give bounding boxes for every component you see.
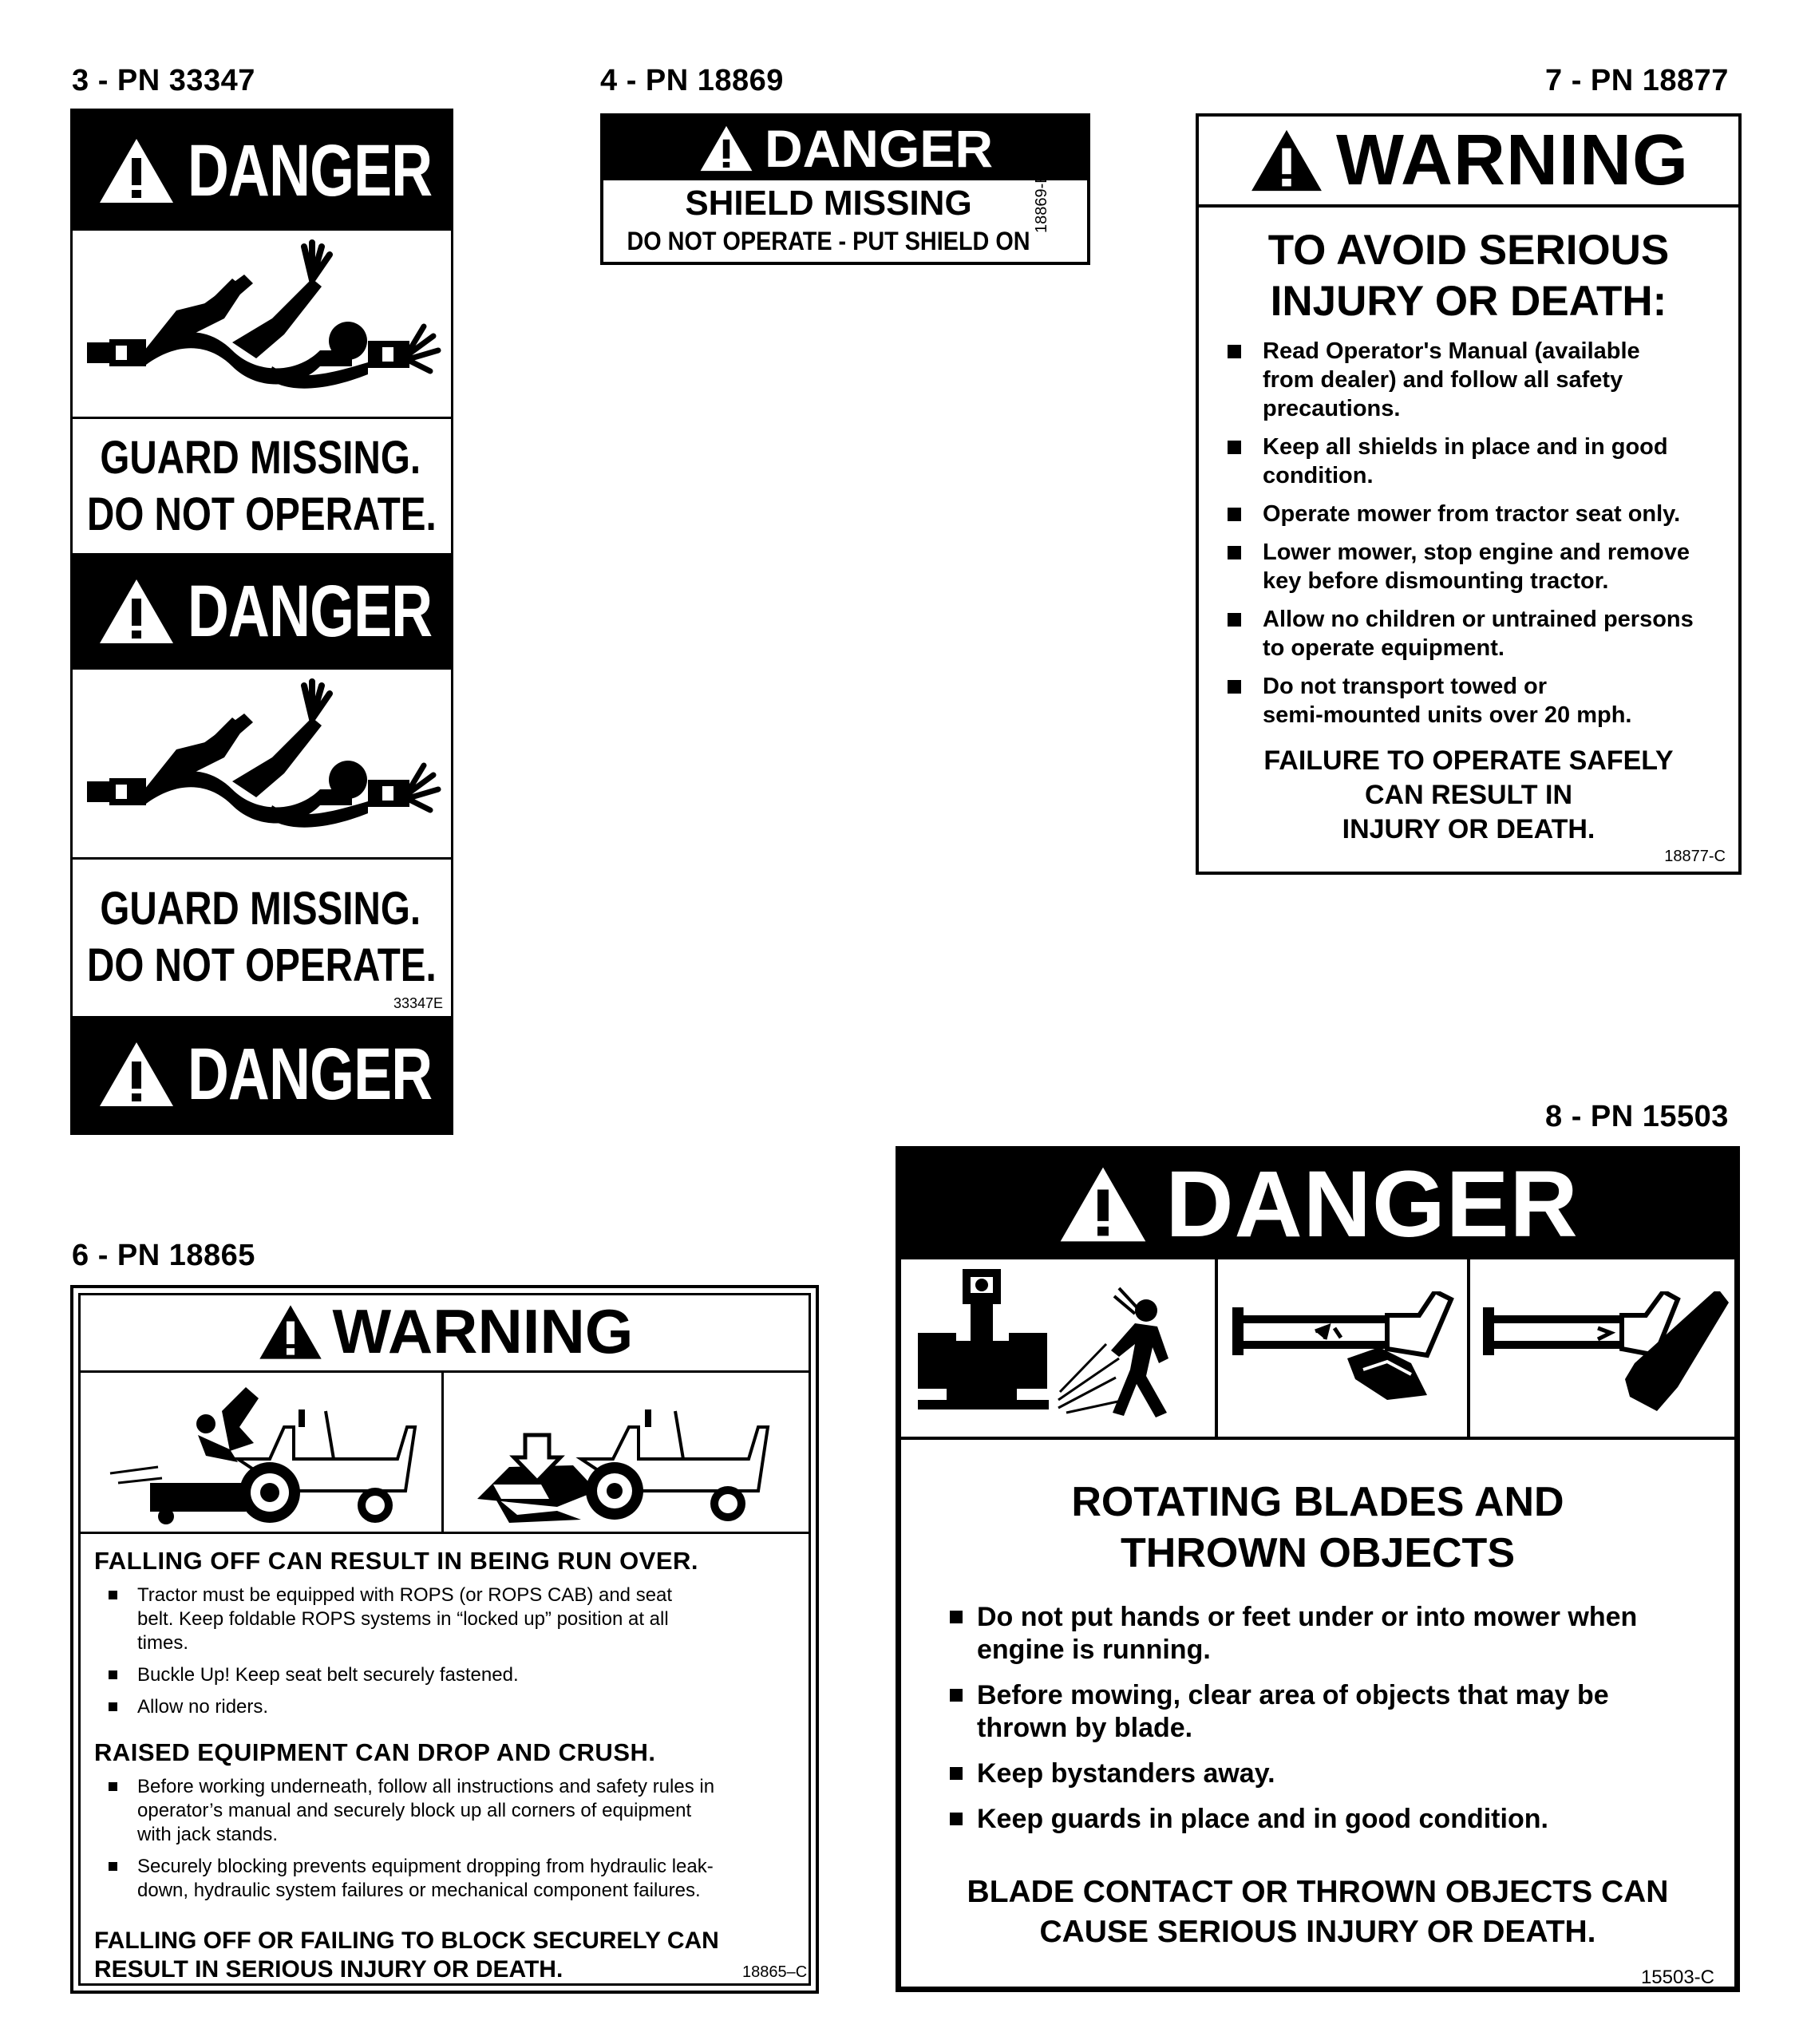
warning-triangle-icon (256, 1303, 325, 1362)
label-7-warning-word: WARNING (1336, 120, 1689, 200)
label-7-heading (1199, 225, 1738, 327)
label-3-decal (70, 109, 453, 1135)
label-3-danger-word: DANGER (188, 570, 433, 652)
label-3-message-1 (73, 419, 451, 553)
label-4-danger-header (603, 117, 1087, 180)
label-4-danger-word: DANGER (764, 119, 993, 178)
label-8-danger-header (899, 1149, 1737, 1259)
label-6-pictogram-row (78, 1373, 811, 1534)
blade-hand-contact-icon (1228, 1291, 1459, 1411)
label-3-part-number: 3 - PN 33347 (72, 64, 255, 97)
label-3-guard-missing-line1: GUARD MISSING. (100, 432, 421, 484)
warning-triangle-icon (1248, 127, 1325, 194)
label-6-section-2-title: RAISED EQUIPMENT CAN DROP AND CRUSH. (94, 1738, 656, 1766)
square-bullet-icon (1228, 613, 1241, 627)
label-6-footer: FALLING OFF OR FAILING TO BLOCK SECURELY CAN RESULT IN SERIOUS INJURY OR DEATH. (94, 1927, 719, 1983)
label-4-part-number: 4 - PN 18869 (600, 64, 784, 97)
driveline-entanglement-icon (73, 670, 451, 853)
raised-equipment-crush-icon (461, 1379, 797, 1531)
thrown-objects-icon (915, 1264, 1210, 1433)
warning-triangle-icon (97, 136, 176, 206)
label-7-footer: FAILURE TO OPERATE SAFELY CAN RESULT IN INJURY OR DEATH. (1263, 745, 1674, 844)
label-7-heading-line2: INJURY OR DEATH: (1270, 278, 1667, 325)
label-3-danger-word: DANGER (188, 129, 433, 212)
list-item: Before mowing, clear area of objects that may be thrown by blade. (950, 1679, 1724, 1745)
label-7-part-number: 7 - PN 18877 (1545, 64, 1729, 97)
label-7-heading-line1: TO AVOID SERIOUS (1267, 227, 1670, 274)
label-3-do-not-operate-line2: DO NOT OPERATE. (87, 939, 437, 991)
warning-triangle-icon (698, 124, 755, 173)
blade-foot-contact-icon (1478, 1291, 1730, 1419)
list-item: Keep guards in place and in good condition. (950, 1803, 1724, 1836)
label-7-decal (1196, 113, 1742, 875)
label-8-part-number: 8 - PN 15503 (1545, 1100, 1729, 1133)
label-4-decal (600, 113, 1090, 265)
list-item: Securely blocking prevents equipment dropping from hydraulic leak- down, hydraulic system failures or mechanical component failures. (105, 1855, 800, 1903)
label-8-heading: ROTATING BLADES AND THROWN OBJECTS (1071, 1479, 1564, 1576)
square-bullet-icon (1228, 546, 1241, 559)
label-3-guard-missing-line1: GUARD MISSING. (100, 883, 421, 935)
square-bullet-icon (109, 1702, 117, 1711)
label-3-message-2 (73, 860, 451, 1014)
label-7-code: 18877-C (1664, 848, 1726, 865)
label-3-pictogram-2 (73, 670, 451, 860)
label-6-section-1-list (105, 1583, 800, 1727)
label-3-danger-header-middle (73, 553, 451, 670)
label-6-section-1-title: FALLING OFF CAN RESULT IN BEING RUN OVER. (94, 1547, 699, 1575)
list-item: Do not transport towed or semi-mounted units over 20 mph. (1226, 672, 1729, 729)
list-item: Lower mower, stop engine and remove key before dismounting tractor. (1226, 538, 1729, 595)
square-bullet-icon (1228, 508, 1241, 521)
list-item: Buckle Up! Keep seat belt securely fastened. (105, 1663, 800, 1687)
list-item: Before working underneath, follow all instructions and safety rules in operator’s manual and securely block up all corners of equipment with jack stands. (105, 1775, 800, 1847)
square-bullet-icon (109, 1591, 117, 1599)
label-3-code: 33347E (393, 995, 443, 1011)
list-item: Keep bystanders away. (950, 1757, 1724, 1790)
label-4-do-not-operate: DO NOT OPERATE - PUT SHIELD ON (627, 227, 1030, 255)
label-3-danger-header-top (73, 111, 451, 231)
list-item: Allow no children or untrained persons to operate equipment. (1226, 605, 1729, 662)
label-8-decal (896, 1146, 1740, 1992)
list-item: Allow no riders. (105, 1695, 800, 1719)
label-7-warning-header (1199, 117, 1738, 208)
list-item: Keep all shields in place and in good condition. (1226, 433, 1729, 490)
label-8-footer: BLADE CONTACT OR THROWN OBJECTS CAN CAUSE SERIOUS INJURY OR DEATH. (967, 1875, 1669, 1949)
driveline-entanglement-icon (73, 231, 451, 414)
label-3-danger-header-bottom (73, 1016, 451, 1133)
label-8-code: 15503-C (1640, 1967, 1714, 1988)
label-6-warning-word: WARNING (332, 1296, 634, 1366)
label-8-pictogram-divider-1 (1215, 1259, 1218, 1437)
square-bullet-icon (950, 1689, 963, 1702)
warning-triangle-icon (97, 1039, 176, 1109)
label-3-pictogram-1 (73, 231, 451, 419)
square-bullet-icon (950, 1813, 963, 1825)
warning-triangle-icon (97, 576, 176, 646)
list-item: Tractor must be equipped with ROPS (or ROPS CAB) and seat belt. Keep foldable ROPS systems in “locked up” position at all times. (105, 1583, 800, 1655)
label-6-decal (70, 1285, 819, 1994)
label-6-warning-header (78, 1293, 811, 1373)
list-item: Read Operator's Manual (available from dealer) and follow all safety precautions. (1226, 337, 1729, 423)
label-8-bullet-list (950, 1601, 1724, 1848)
label-6-pictogram-divider (441, 1373, 444, 1532)
label-6-code: 18865–C (742, 1963, 808, 1981)
label-4-shield-missing: SHIELD MISSING (685, 184, 972, 223)
label-7-bullet-list (1226, 337, 1729, 739)
label-3-danger-word: DANGER (188, 1033, 433, 1115)
label-8-pictogram-row (899, 1259, 1737, 1440)
tractor-rollover-icon (102, 1379, 437, 1531)
square-bullet-icon (1228, 680, 1241, 694)
square-bullet-icon (109, 1782, 117, 1791)
label-8-danger-word: DANGER (1165, 1152, 1579, 1257)
label-8-pictogram-divider-2 (1467, 1259, 1470, 1437)
square-bullet-icon (109, 1862, 117, 1871)
label-3-do-not-operate-line2: DO NOT OPERATE. (87, 488, 437, 540)
square-bullet-icon (950, 1611, 963, 1623)
square-bullet-icon (1228, 345, 1241, 358)
list-item: Do not put hands or feet under or into mower when engine is running. (950, 1601, 1724, 1666)
square-bullet-icon (950, 1767, 963, 1780)
label-6-part-number: 6 - PN 18865 (72, 1239, 255, 1272)
warning-triangle-icon (1057, 1164, 1149, 1245)
label-4-code: 18869-B (1033, 172, 1050, 233)
square-bullet-icon (109, 1670, 117, 1679)
label-6-section-2-list (105, 1775, 800, 1911)
square-bullet-icon (1228, 441, 1241, 454)
list-item: Operate mower from tractor seat only. (1226, 500, 1729, 528)
